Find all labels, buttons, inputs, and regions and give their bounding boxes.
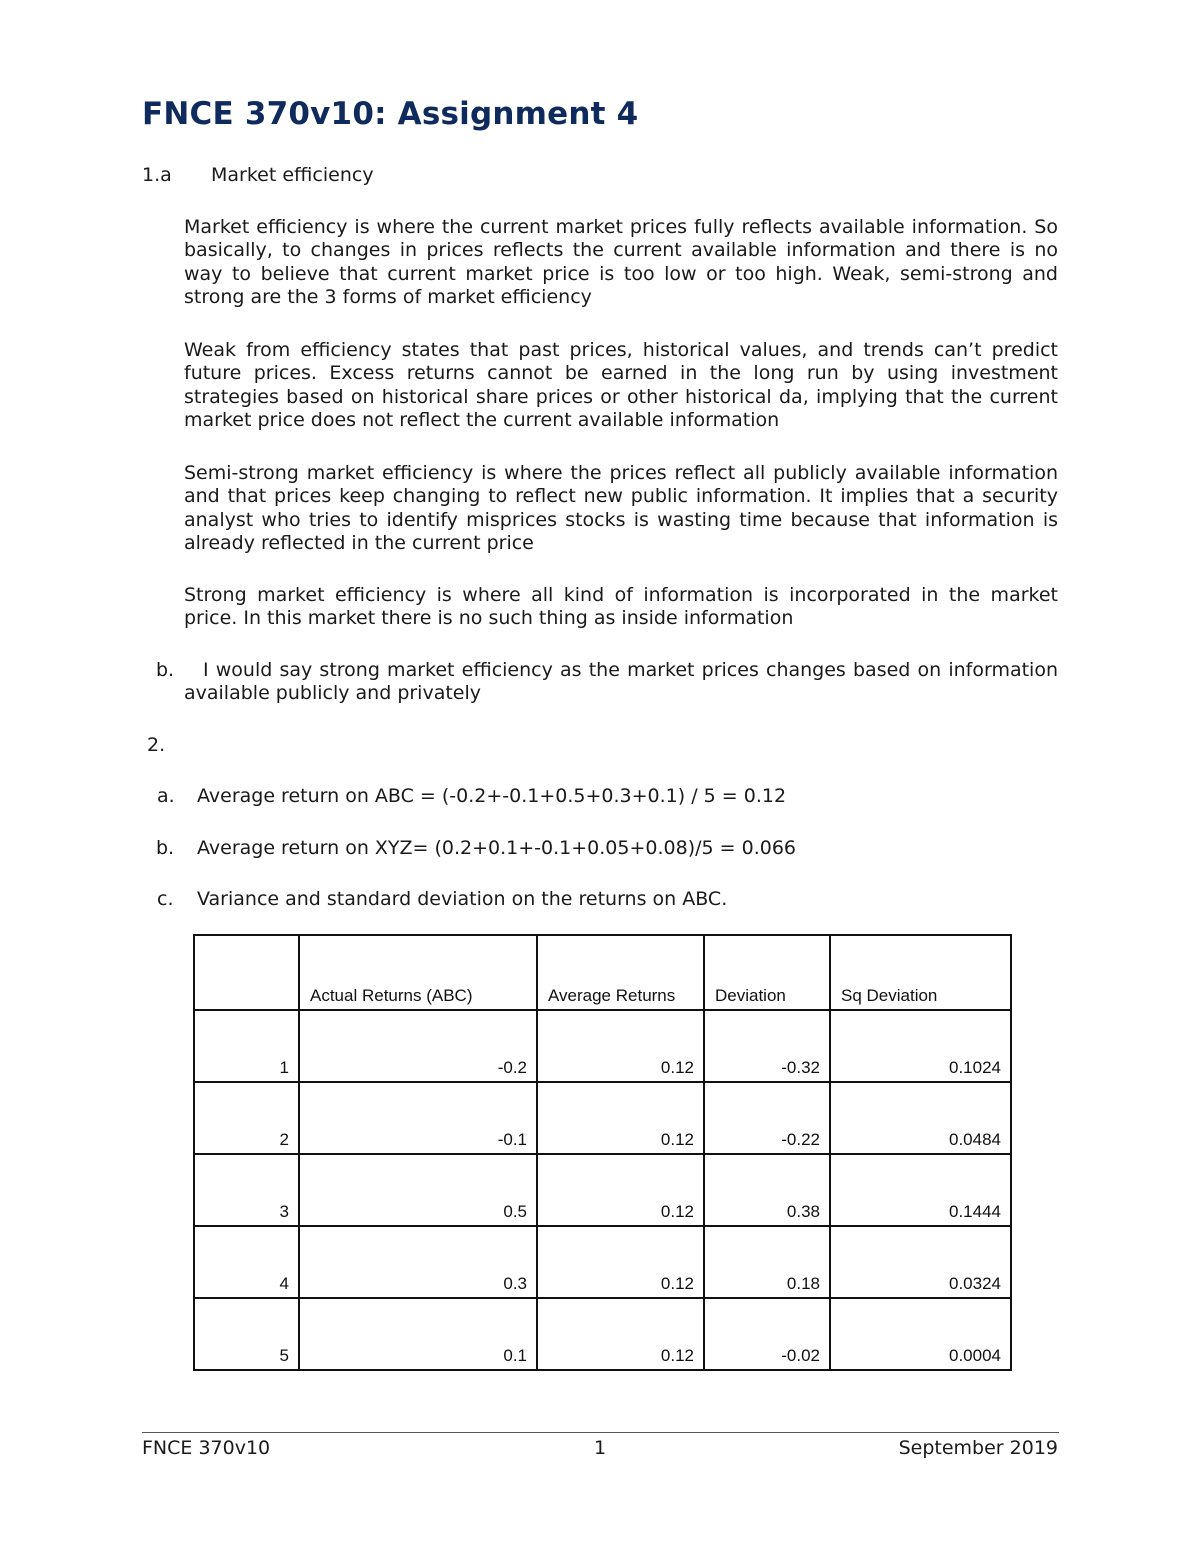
cell-deviation: -0.22 xyxy=(704,1082,830,1154)
table-row xyxy=(194,1298,1011,1370)
table-row xyxy=(194,1010,1011,1082)
cell-deviation: 0.18 xyxy=(704,1226,830,1298)
cell-average-return: 0.12 xyxy=(537,1298,704,1370)
question-2c-text: Variance and standard deviation on the returns on ABC. xyxy=(197,888,728,910)
cell-average-return: 0.12 xyxy=(537,1010,704,1082)
cell-actual-return: -0.2 xyxy=(299,1010,537,1082)
deviation-table xyxy=(193,934,1012,1371)
cell-index: 5 xyxy=(194,1298,299,1370)
footer-page-number: 1 xyxy=(594,1437,607,1459)
cell-sq-deviation: 0.0324 xyxy=(830,1226,1011,1298)
paragraph-strong-form: Strong market efficiency is where all kind of information is incorporated in the market price. In this market there is no such thing as inside information xyxy=(184,584,1058,630)
footer-divider xyxy=(142,1432,1059,1433)
cell-actual-return: 0.3 xyxy=(299,1226,537,1298)
cell-deviation: -0.02 xyxy=(704,1298,830,1370)
question-2-number: 2. xyxy=(147,734,166,756)
cell-sq-deviation: 0.1444 xyxy=(830,1154,1011,1226)
paragraph-market-efficiency: Market efficiency is where the current market prices fully reflects available information. So basically, to changes in prices reflects the current available information and there is no way to believe that current market price is too low or too high. Weak, semi-strong and strong are the 3 forms of market efficiency xyxy=(184,216,1058,309)
cell-sq-deviation: 0.0484 xyxy=(830,1082,1011,1154)
question-2b-marker: b. xyxy=(156,837,175,859)
table-header-row xyxy=(194,935,1011,1010)
table-row xyxy=(194,1154,1011,1226)
cell-average-return: 0.12 xyxy=(537,1226,704,1298)
question-1b-answer: I would say strong market efficiency as the market prices changes based on information available publicly and privately xyxy=(184,659,1058,705)
footer-course: FNCE 370v10 xyxy=(142,1437,271,1459)
paragraph-semi-strong-form: Semi-strong market efficiency is where the prices reflect all publicly available information and that prices keep changing to reflect new public information. It implies that a security analyst who tries to identify misprices stocks is wasting time because that information is already reflected in the current price xyxy=(184,462,1058,555)
cell-average-return: 0.12 xyxy=(537,1082,704,1154)
cell-deviation: 0.38 xyxy=(704,1154,830,1226)
cell-index: 2 xyxy=(194,1082,299,1154)
cell-actual-return: 0.5 xyxy=(299,1154,537,1226)
paragraph-weak-form: Weak from efficiency states that past prices, historical values, and trends can’t predict future prices. Excess returns cannot be earned in the long run by using investment strategies based on historical share prices or other historical da, implying that the current market price does not reflect the current available information xyxy=(184,339,1058,432)
cell-sq-deviation: 0.0004 xyxy=(830,1298,1011,1370)
header-cell-average-returns: Average Returns xyxy=(537,935,704,1010)
header-cell-sq-deviation: Sq Deviation xyxy=(830,935,1011,1010)
question-1a-heading: Market efficiency xyxy=(211,164,374,186)
header-cell-index xyxy=(194,935,299,1010)
cell-index: 4 xyxy=(194,1226,299,1298)
question-2a-marker: a. xyxy=(157,785,175,807)
cell-actual-return: 0.1 xyxy=(299,1298,537,1370)
question-2b-text: Average return on XYZ= (0.2+0.1+-0.1+0.05+0.08)/5 = 0.066 xyxy=(197,837,797,859)
question-2a-text: Average return on ABC = (-0.2+-0.1+0.5+0.3+0.1) / 5 = 0.12 xyxy=(197,785,787,807)
question-1a-number: 1.a xyxy=(142,164,172,186)
cell-index: 3 xyxy=(194,1154,299,1226)
header-cell-actual-returns: Actual Returns (ABC) xyxy=(299,935,537,1010)
table-row xyxy=(194,1082,1011,1154)
table-row xyxy=(194,1226,1011,1298)
cell-sq-deviation: 0.1024 xyxy=(830,1010,1011,1082)
question-2c-marker: c. xyxy=(157,888,174,910)
cell-deviation: -0.32 xyxy=(704,1010,830,1082)
header-cell-deviation: Deviation xyxy=(704,935,830,1010)
question-1b-marker: b. xyxy=(156,659,175,681)
page-title: FNCE 370v10: Assignment 4 xyxy=(142,96,639,132)
cell-actual-return: -0.1 xyxy=(299,1082,537,1154)
cell-index: 1 xyxy=(194,1010,299,1082)
cell-average-return: 0.12 xyxy=(537,1154,704,1226)
footer-date: September 2019 xyxy=(898,1437,1058,1459)
